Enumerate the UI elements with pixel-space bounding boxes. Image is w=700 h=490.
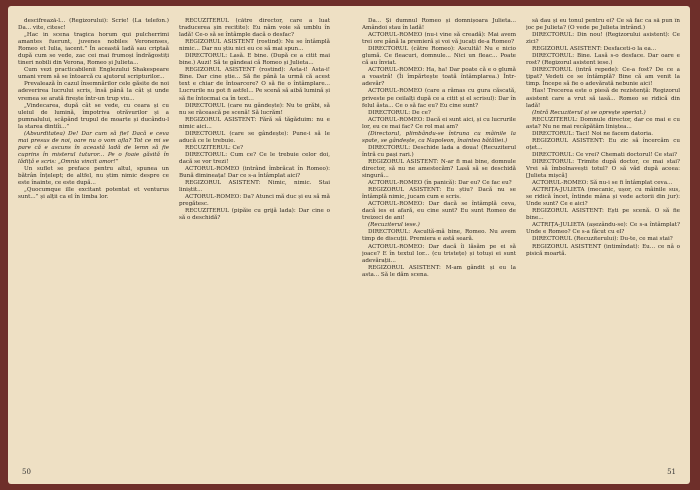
text-paragraph: ACTORUL-ROMEO: Să nu-i se fi întâmplat ceva... xyxy=(532,180,673,187)
text-paragraph: Da... Și dumnul Romeo și domnișoara Julieta... Amândoi stau în ladă! xyxy=(362,18,516,32)
text-paragraph: DIRECTORUL: Cum ce? Ce le trebuie celor doi, dacă se vor trezi! xyxy=(179,151,330,165)
text-paragraph: REGIZORUL ASISTENT: Fără să tăgăduim: nu e nimic aici... xyxy=(179,116,330,130)
text-paragraph: REGIZORUL ASISTENT: Eu zic să încercăm cu oțet... xyxy=(526,137,680,151)
text-paragraph: DIRECTORUL: Din nou! (Regizorului asistent): Ce zici? xyxy=(526,32,680,46)
text-paragraph: „Hac in scena tragica horum qui pulcherrimi amantes fuerunt, juvenes nobiles Veronenses, Romeo et Iulia, iacent.” În această ladă sau criptaă după cum se vede, zac cei mai frumoși îndrăgostiți tineri nobili din Verona, Romeo și Julieta... xyxy=(18,32,169,67)
text-paragraph: DIRECTORUL (intră repede): Ce-a fost? De ce a țipat? Vedeti ce se întâmplă? Bine că am venit la timp. Începe să fie o adevărată nebunie aici! xyxy=(526,67,680,88)
text-paragraph: REGIZORUL ASISTENT: Desfaceti-o la ea... xyxy=(532,46,657,53)
right-column-1 xyxy=(362,18,516,458)
right-page-columns xyxy=(362,18,680,458)
text-paragraph: ACTORUL-ROMEO (nu-i vine să creadă): Mai avem trei ore până la premieră și voi vă jucați de-a Romeo? xyxy=(362,32,516,46)
text-paragraph: DIRECTORUL (care nu gândește): Nu te grăbi, să nu se răcească pe scenă! Să lucrăm! xyxy=(179,102,330,116)
text-paragraph: să dau și eu tonul pentru ei? Ce să fac ca să pun în joc pe Julieta? (O vede pe Julieta intrând.) xyxy=(526,18,680,32)
text-paragraph: REGIZORUL ASISTENT: M-am gândit și eu la asta... Să le dăm scena. xyxy=(362,264,516,278)
text-paragraph: REGIZORUL ASISTENT (intimîndat): Eu... ce nâ o pisică moartă. xyxy=(526,243,680,257)
page-number-left: 50 xyxy=(22,468,31,476)
text-paragraph: descifrează-l... (Regizorului): Scrie! (La telefon.) Da... vite, citesc! xyxy=(18,18,169,32)
text-paragraph: (Directorul, plimbându-se întruna cu mâinile la spate, se gândește, ca Napoleon, înaintea bătăliei.) xyxy=(362,130,516,144)
text-paragraph: REGIZORUL ASISTENT: N-ar fi mai bine, domnule director, să nu ne amestecăm? Lasă să se deschidă singură... xyxy=(362,158,516,180)
text-paragraph: ACTORUL-ROMEO: Dar dacă se întâmplă ceva, dacă ies ei afară, eu cine sunt? Eu sunt Romeo de treizeci de ani! xyxy=(362,201,516,222)
text-paragraph: ACTORUL-ROMEO: Dacă ei sunt aici, și cu lucrurile lor, eu ce mai fac? Ce rol mai am? xyxy=(362,116,516,130)
text-paragraph: REGIZORUL ASISTENT: Ești pe scenă. O să fie bine... xyxy=(526,208,680,222)
text-paragraph: „Quocumque ille excitant potentat et venturus sunt...” și alții ca el în limba lor. xyxy=(18,187,169,201)
text-paragraph: RECUZITERUL (pipăie cu grijă lada): Dar cine o să o deschidă? xyxy=(179,208,330,222)
text-paragraph: ACTORUL-ROMEO: Ha, ha! Dar poate că e o glumă a voastră! (Îi împărtește toată întâmplarea.) Într-adevăr? xyxy=(362,67,516,88)
text-paragraph: DIRECTORUL: Deschide lada a doua! (Recuziterul întră cu pași rari.) xyxy=(362,144,516,158)
text-paragraph: ACTORUL-ROMEO (care a rămas cu gura căscată, priveste pe ceilalți după ce a citit și el scrisul): Dar în felul ăsta... Ce o să fac eu? Eu cine sunt? xyxy=(362,88,516,109)
text-paragraph: (Recuziterul iese.) xyxy=(368,222,420,229)
text-paragraph: DIRECTORUL (către Romeo): Ascultă! Nu e nicio glumă. Ce fleacuri, domnule... Nici un fleac... Poate că au înviat. xyxy=(362,46,516,67)
text-paragraph: Has! Trecerea este o piesă de rezistență: Regizorul asistent care a vrut să iasă... Romeo se ridică din ladă! xyxy=(526,88,680,109)
text-paragraph: (Intră Recuziterul și se oprește speriat.) xyxy=(532,109,646,116)
text-paragraph: DIRECTORUL: Ce vrei? Chemati doctorul! Ce stai? xyxy=(532,151,678,158)
text-paragraph: ACTORUL-ROMEO (intrând îmbrăcat în Romeo): Bună dimineața! Dar ce s-a întâmplat aici? xyxy=(179,165,330,180)
text-paragraph: REGIZORUL ASISTENT (rostind): Nu se întâmplă nimic... Dar nu știu nici eu ce să mai spun... xyxy=(179,39,330,53)
text-paragraph: DIRECTORUL: Taci! Noi ne facem datoria. xyxy=(532,130,654,137)
text-paragraph: DIRECTORUL: Bine. Lasă s-o desface. Dar oare e rost? (Regizorul asistent iese.) xyxy=(526,53,680,67)
text-paragraph: „Vindecarea, după cât se vede, cu ceara și cu uleiul de lumină, împotriva otrăvurilor și a pumnalului, scăpând trupul de moarte și ducându-l la starea dintiîi...” xyxy=(18,102,169,130)
text-paragraph: DIRECTORUL: Trimite după doctor, ce mai stai? Vrei să îmbolnavești totul? O să văd după aceea: [Julieta mișcă] xyxy=(526,158,680,180)
text-paragraph: ACTORUL-ROMEO: Dar dacă îi lăsăm pe ei să joace? E în textul lor... (cu tristețe) și totuși ei sunt adevărații... xyxy=(362,243,516,264)
text-paragraph: Prevalează în cazul însemnărilor cele găsite de noi adeverirea lucrului scris, însă până la cât și unde vremea se arată firește într-un trup viu... xyxy=(18,81,169,102)
left-column-1 xyxy=(18,18,169,458)
text-paragraph: RECUZITERUL (către director, care a luat traducerea șin recitite): Eu nâm voie să umblu în ladă! Ce-o să se întâmple dacă o desfac? xyxy=(179,18,330,39)
left-page xyxy=(8,6,346,484)
text-paragraph: DIRECTORUL: Lasă. E bine. (După ce a citit mai bine.) Auzi! Să te gândeai că Romeo și Julieta... xyxy=(179,53,330,67)
page-number-right: 51 xyxy=(667,468,676,476)
text-paragraph: REGIZORUL ASISTENT: Nimic, nimic. Stai liniștit... xyxy=(179,180,330,194)
right-page xyxy=(346,6,690,484)
text-paragraph: ACTRIȚA-JULIETA (așezându-se): Ce s-a întâmplat? Unde e Romeo? Ce s-a făcut cu el? xyxy=(526,222,680,236)
left-page-columns xyxy=(18,18,330,458)
text-paragraph: DIRECTORUL: Ascultă-mă bine, Romeo. Nu avem timp de discuții. Premiera e astă seară. xyxy=(362,229,516,243)
text-paragraph: Cum vezi practicabilenii Englezului Shakespeare umani vrem să se întoarcă cu ajutorul scripturilor... xyxy=(18,67,169,81)
text-paragraph: DIRECTORUL (Recuziterului): Du-te, ce mai stai? xyxy=(532,236,673,243)
text-paragraph: REGIZORUL ASISTENT (rostind): Asta-i! Asta-i! Bine. Dar cine știe... Să fie până la urmă că acest text e chiar de întoarcere? O să fie o întâmplare... Lucrurile nu pot fi astfel... Pe scenă să aibă lumină și să fie întocmai ca în text... xyxy=(179,67,330,102)
text-paragraph: Un suflet se preface pentru altul, spunea un bătrân înțelept; de altfel, nu știm nimic despre ce este înainte, ce este după... xyxy=(18,165,169,187)
left-column-2 xyxy=(179,18,330,458)
right-column-2 xyxy=(526,18,680,458)
text-paragraph: ACTRIȚA-JULIETA (mecanic, ușor, cu mâinile sus, se ridică încet, întinde mâna și vede actorii din jur): Unde sunt? Ce e aici? xyxy=(526,187,680,208)
text-paragraph: RECUZITERUL: Domnule director, dar ce mai e cu asta? Nu ne mai recăpătăm liniștea... xyxy=(526,116,680,130)
text-paragraph: (Absurditatea) De! Dar cum să fie! Dacă e ceva mai presus de noi, oare nu o vom afla? Tot ce mi se pare că e ascuns în această ladă de lemn să fie cuprins în misterul tuturor... Pe o foaie găsită în lădiță e scris: „Omnia vincit amor!” xyxy=(18,130,169,165)
text-paragraph: REGIZORUL ASISTENT: Eu știu? Dacă nu se întâmplă nimic, jucam cum e scris. xyxy=(362,187,516,201)
text-paragraph: DIRECTORUL (care se gândește): Pune-i să le aducă ce le trebuie. xyxy=(179,130,330,144)
text-paragraph: RECUZITERUL: Ce? xyxy=(185,144,244,151)
text-paragraph: DIRECTORUL: De ce? xyxy=(368,109,431,116)
text-paragraph: ACTORUL-ROMEO: Da? Atunci mă duc și eu să mă pregătesc. xyxy=(179,194,330,208)
text-paragraph: ACTORUL-ROMEO (în panică): Dar eu? Ce fac eu? xyxy=(368,180,512,187)
